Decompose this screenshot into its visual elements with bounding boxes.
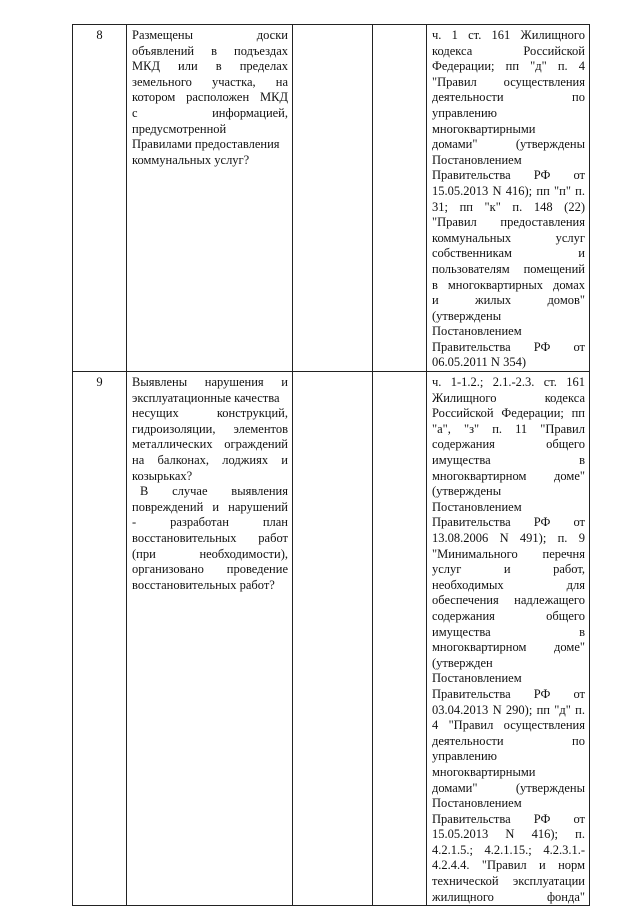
reference-line: содержания общего [432, 608, 585, 623]
answer-cell-yes[interactable] [293, 25, 373, 372]
question-line: котором расположен МКД [132, 90, 288, 105]
reference-line: Российской Федерации; пп [432, 406, 585, 421]
table-row [73, 372, 590, 906]
reference-line: 4 "Правил осуществления [432, 718, 585, 733]
row-number-cell: 8 [73, 25, 127, 372]
reference-line: "Правил предоставления [432, 215, 585, 230]
reference-line: 03.04.2013 N 290); пп "д" п. [432, 702, 585, 717]
reference-line: Постановлением [432, 152, 522, 167]
question-line: несущих конструкций, [132, 406, 288, 421]
reference-line: 15.05.2013 N 416); пп "п" п. [432, 183, 585, 198]
answer-cell-no[interactable] [373, 25, 427, 372]
question-cell [127, 25, 293, 372]
reference-line: домами" (утверждены [432, 780, 585, 795]
reference-line: многоквартирном доме" [432, 468, 585, 483]
reference-line: собственникам и [432, 246, 585, 261]
answer-cell-no[interactable] [373, 372, 427, 906]
question-line: Выявлены нарушения и [132, 375, 288, 390]
reference-line: пользователям помещений [432, 261, 585, 276]
reference-line: "Правил осуществления [432, 74, 585, 89]
reference-line: Жилищного кодекса [432, 390, 585, 405]
question-line: объявлений в подъездах [132, 43, 288, 58]
reference-line: многоквартирными [432, 764, 536, 779]
reference-line: Правительства РФ от [432, 515, 585, 530]
reference-line: жилищного фонда" [432, 889, 585, 904]
question-line: организовано проведение [132, 562, 288, 577]
reference-line: и жилых домов" [432, 293, 585, 308]
reference-line: Постановлением [432, 796, 522, 811]
question-line: восстановительных работ? [132, 577, 275, 592]
question-line: повреждений и нарушений [132, 499, 288, 514]
reference-line: 31; пп "к" п. 148 (22) [432, 199, 585, 214]
reference-line: Постановлением [432, 324, 522, 339]
reference-cell [427, 372, 590, 906]
reference-line: имущества в [432, 453, 585, 468]
reference-line: Федерации; пп "д" п. 4 [432, 59, 585, 74]
reference-line: Правительства РФ от [432, 339, 585, 354]
reference-line: услуг и работ, [432, 562, 585, 577]
reference-line: кодекса Российской [432, 43, 585, 58]
reference-line: многоквартирными [432, 121, 536, 136]
question-line: восстановительных работ [132, 531, 288, 545]
reference-line: деятельности по [432, 733, 585, 748]
reference-line: Постановлением [432, 671, 522, 686]
reference-line: управлению [432, 749, 497, 764]
reference-line: технической эксплуатации [432, 874, 585, 889]
question-line: коммунальных услуг? [132, 152, 250, 167]
reference-line: Правительства РФ от [432, 686, 585, 701]
reference-line: ч. 1 ст. 161 Жилищного [432, 28, 585, 42]
reference-line: содержания общего [432, 437, 585, 452]
row-number-cell: 9 [73, 372, 127, 906]
reference-line: 06.05.2011 N 354) [432, 355, 526, 370]
reference-line: домами" (утверждены [432, 137, 585, 152]
reference-line: 4.2.4.4. "Правил и норм [432, 858, 585, 873]
question-line: гидроизоляции, элементов [132, 421, 288, 436]
reference-line: в многоквартирных домах [432, 277, 585, 292]
question-line: МКД или в пределах [132, 59, 288, 74]
reference-line: (утверждены [432, 484, 502, 499]
reference-line: "Минимального перечня [432, 546, 585, 561]
reference-line: необходимых для [432, 577, 585, 592]
reference-line: (утвержден [432, 655, 493, 670]
question-line: козырьках? [132, 468, 193, 483]
reference-line: обеспечения надлежащего [432, 593, 585, 608]
reference-line: (утверждены [432, 308, 502, 323]
question-line: Размещены доски [132, 28, 288, 42]
question-line: эксплуатационные качества [132, 390, 280, 405]
question-line: на балконах, лоджиях и [132, 453, 288, 468]
reference-line: 13.08.2006 N 491); п. 9 [432, 531, 585, 545]
checklist-table [72, 24, 590, 906]
question-cell [127, 372, 293, 906]
reference-line: ч. 1-1.2.; 2.1.-2.3. ст. 161 [432, 375, 585, 390]
table-row [73, 25, 590, 372]
reference-line: 4.2.1.5.; 4.2.1.15.; 4.2.3.1.- [432, 842, 585, 857]
reference-line: Правительства РФ от [432, 811, 585, 826]
reference-line: деятельности по [432, 90, 585, 105]
question-line: с информацией, [132, 105, 288, 120]
reference-line: многоквартирном доме" [432, 640, 585, 655]
question-line: Правилами предоставления [132, 137, 280, 152]
reference-line: "а", "з" п. 11 "Правил [432, 421, 585, 436]
reference-line: коммунальных услуг [432, 230, 585, 245]
question-line: земельного участка, на [132, 74, 288, 89]
question-line: - разработан план [132, 515, 288, 530]
reference-line: 15.05.2013 N 416); п. [432, 827, 585, 842]
reference-cell [427, 25, 590, 372]
question-line: металлических ограждений [132, 437, 288, 452]
reference-line: управлению [432, 105, 497, 120]
question-line: В случае выявления [140, 484, 288, 499]
reference-line: имущества в [432, 624, 585, 639]
reference-line: Правительства РФ от [432, 168, 585, 183]
question-line: предусмотренной [132, 121, 227, 136]
question-line: (при необходимости), [132, 546, 288, 561]
reference-line: Постановлением [432, 499, 522, 514]
answer-cell-yes[interactable] [293, 372, 373, 906]
